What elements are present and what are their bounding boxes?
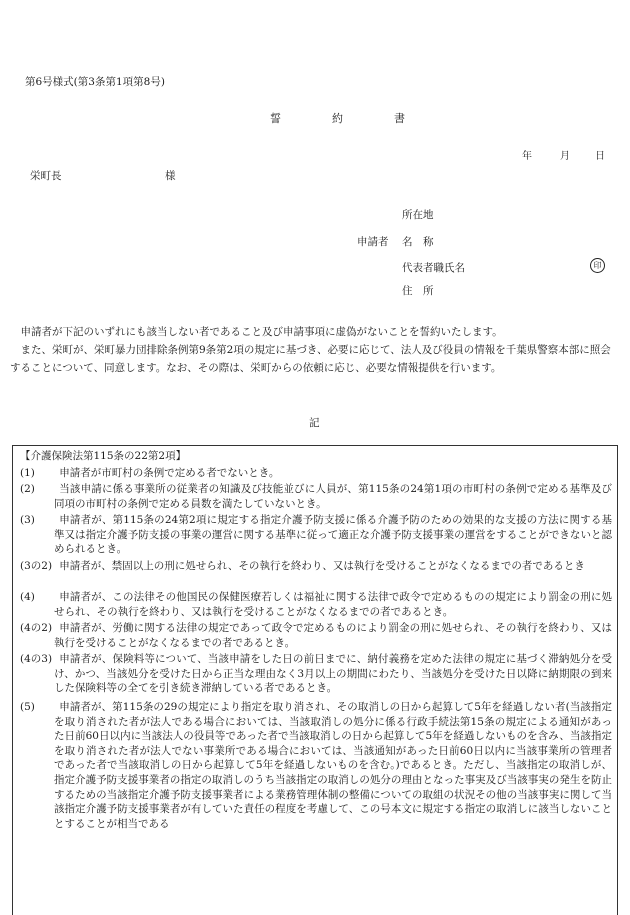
- page-title: 誓 約 書: [270, 112, 425, 125]
- condition-number: (5): [20, 701, 35, 713]
- condition-text: 申請者が、労働に関する法律の規定であって政令で定めるものにより罰金の刑に処せられ、その執行を終わり、又は執行を受けることがなくなるまでの者であるとき。: [54, 622, 612, 649]
- condition-item: [20, 652, 612, 696]
- condition-text: 申請者が、第115条の29の規定により指定を取り消され、その取消しの日から起算して5年を経過しない者(当該指定を取り消された者が法人である場合においては、当該取消しの処分に係る行政手続法第15条の規定による通知があった日前60日以内に当該法人の役員等であった者で当該取消しの日から起算して5年を経過しないものを含み、当該指定を取り消された者が法人でない事業所である場合においては、当該通知があった日前60日以内に当該事業所の管理者であった者で当該取消しの日から起算して5年を経過しないものを含む。)であるとき。ただし、当該指定の取消しが、指定介護予防支援事業者の指定の取消しのうち当該指定の取消しの処分の理由となった事実及び当該事実の発生を防止するための当該指定介護予防支援事業者による業務管理体制の整備についての取組の状況その他の当該事実に関して当該指定介護予防支援事業者が有していた責任の程度を考慮して、この号本文に規定する指定の取消しに該当しないこととすることが相当である: [54, 701, 612, 830]
- condition-item: [20, 700, 612, 831]
- applicant-name-label: 名 称: [402, 236, 434, 248]
- condition-text: 申請者が市町村の条例で定める者でないとき。: [59, 467, 280, 479]
- form-number: 第6号様式(第3条第1項第8号): [25, 76, 165, 88]
- condition-number: (2): [20, 483, 35, 495]
- condition-item: [20, 482, 612, 511]
- applicant-representative-label: 代表者職氏名: [402, 262, 465, 274]
- condition-text: 申請者が、この法律その他国民の保健医療若しくは福祉に関する法律で政令で定めるものの規定により罰金の刑に処せられ、その執行を終わり、又は執行を受けることがなくなるまでの者であるとき。: [54, 591, 612, 618]
- date-month-label: 月: [560, 151, 570, 162]
- condition-number: (1): [20, 467, 35, 479]
- applicant-residence-label: 住 所: [402, 285, 434, 297]
- condition-number: (3の2): [20, 560, 53, 572]
- condition-number: (4): [20, 591, 35, 603]
- conditions-box: [12, 445, 618, 915]
- date-year-label: 年: [522, 151, 532, 162]
- addressee-honorific: 様: [165, 170, 176, 182]
- condition-number: (4の2): [20, 622, 53, 634]
- pledge-paragraph-1: 申請者が下記のいずれにも該当しない者であること及び申請事項に虚偽がないことを誓約いたします。: [20, 326, 503, 338]
- condition-item: [20, 466, 612, 481]
- condition-number: (3): [20, 514, 35, 526]
- law-heading: 【介護保険法第115条の22第2項】: [20, 450, 187, 462]
- addressee: [30, 170, 176, 182]
- seal-mark: 印: [590, 258, 605, 273]
- condition-text: 申請者が、保険料等について、当該申請をした日の前日までに、納付義務を定めた法律の規定に基づく滞納処分を受け、かつ、当該処分を受けた日から正当な理由なく3月以上の期間にわたり、当該処分を受けた日以降に納期限の到来した保険料等の全てを引き続き滞納している者であるとき。: [54, 653, 612, 695]
- condition-item: [20, 513, 612, 557]
- pledge-paragraph-2: また、栄町が、栄町暴力団排除条例第9条第2項の規定に基づき、必要に応じて、法人及び役員の情報を千葉県警察本部に照会することについて、同意します。なお、その際は、栄町からの依頼に応じ、必要な情報提供を行います。: [10, 344, 611, 374]
- ki-heading: 記: [309, 417, 320, 429]
- applicant-label: 申請者: [357, 236, 389, 248]
- addressee-name: 栄町長: [30, 170, 62, 182]
- condition-text: 申請者が、禁固以上の刑に処せられ、その執行を終わり、又は執行を受けることがなくなるまでの者であるとき: [59, 560, 585, 572]
- condition-item: [20, 590, 612, 619]
- condition-item: [20, 621, 612, 650]
- condition-number: (4の3): [20, 653, 53, 665]
- condition-item: [20, 559, 612, 574]
- date-line: [522, 152, 605, 162]
- condition-text: 申請者が、第115条の24第2項に規定する指定介護予防支援に係る介護予防のための効果的な支援の方法に関する基準又は指定介護予防支援の事業の運営に関する基準に従って適正な介護予防支援事業の運営をすることができないと認められるとき。: [54, 514, 612, 556]
- applicant-address-label: 所在地: [402, 209, 434, 221]
- condition-text: 当該申請に係る事業所の従業者の知識及び技能並びに人員が、第115条の24第1項の市町村の条例で定める基準及び同項の市町村の条例で定める員数を満たしていないとき。: [54, 483, 612, 510]
- date-day-label: 日: [595, 151, 605, 162]
